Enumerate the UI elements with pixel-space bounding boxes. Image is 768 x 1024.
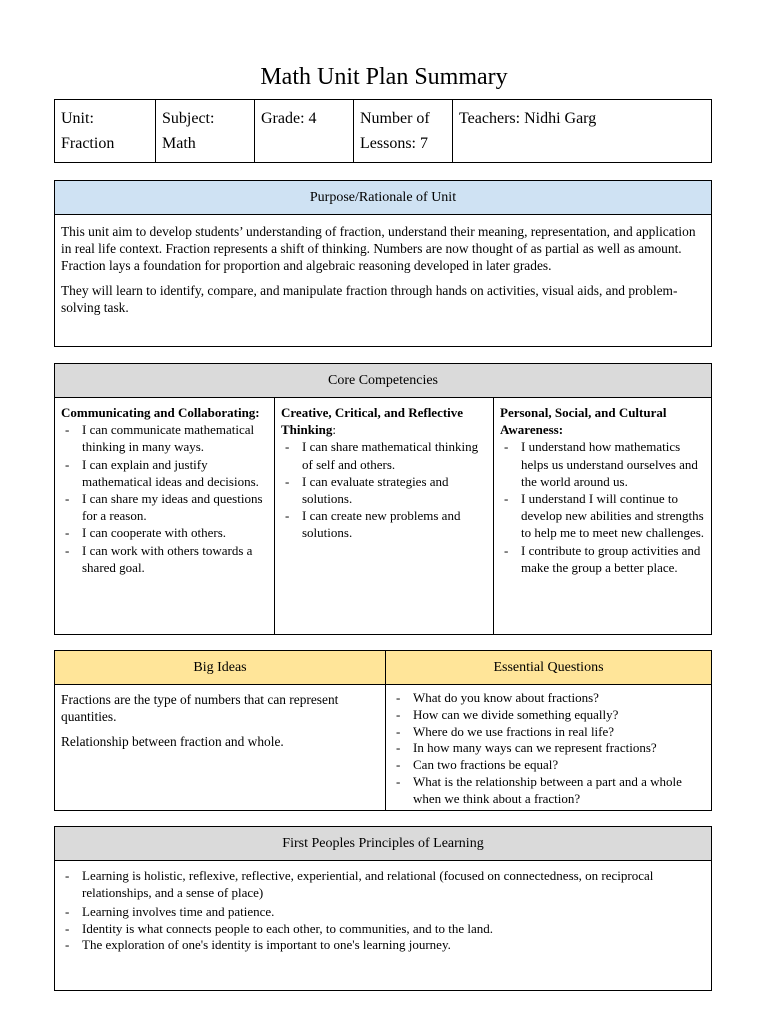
competency-list — [281, 438, 487, 541]
lessons-cell: Number of Lessons: 7 — [354, 100, 453, 163]
subject-cell: Subject: Math — [156, 100, 255, 163]
core-heading: Core Competencies — [55, 364, 711, 398]
list-item: - I can communicate mathematical thinking in many ways. — [61, 421, 268, 455]
list-item: - What do you know about fractions? — [392, 690, 705, 707]
list-item: - Identity is what connects people to each other, to communities, and to the land. — [61, 921, 705, 938]
competency-list — [61, 421, 268, 576]
essential-list — [392, 690, 705, 808]
grade-cell: Grade: 4 — [255, 100, 354, 163]
big-idea-paragraph: Fractions are the type of numbers that can represent quantities. — [61, 692, 339, 724]
list-item: - I can cooperate with others. — [61, 524, 268, 541]
purpose-paragraph: This unit aim to develop students’ understanding of fraction, understand their meaning, representation, and application in real life context. Fraction represents a shift of thinking. Numbers are now thought of as partial as well as amount. Fraction lays a foundation for proportion and algebraic reasoning developed in later grades. — [61, 224, 696, 273]
essential-questions-column — [385, 651, 711, 810]
list-item: - Can two fractions be equal? — [392, 757, 705, 774]
list-item: - I can create new problems and solutions. — [281, 507, 487, 541]
competency-column — [55, 398, 274, 635]
big-ideas-column — [55, 651, 385, 810]
list-item: - The exploration of one's identity is important to one's learning journey. — [61, 937, 705, 954]
purpose-section — [54, 180, 712, 347]
list-item: - I can share my ideas and questions for a reason. — [61, 490, 268, 524]
big-idea-paragraph: Relationship between fraction and whole. — [61, 734, 284, 749]
list-item: - I can explain and justify mathematical ideas and decisions. — [61, 456, 268, 490]
list-item: - Learning is holistic, reflexive, reflective, experiential, and relational (focused on connectedness, on reciprocal relationships, and a sense of place) — [61, 868, 705, 901]
competency-title: Communicating and Collaborating: — [61, 405, 260, 420]
list-item: - What is the relationship between a part and a whole when we think about a fraction? — [392, 774, 705, 808]
list-item: - I understand how mathematics helps us understand ourselves and the world around us. — [500, 438, 705, 490]
purpose-paragraph: They will learn to identify, compare, and manipulate fraction through hands on activities, visual aids, and problem-solving task. — [61, 283, 678, 315]
list-item: - In how many ways can we represent fractions? — [392, 740, 705, 757]
list-item: - I understand I will continue to develop new abilities and strengths to help me to meet new challenges. — [500, 490, 705, 542]
teachers-cell: Teachers: Nidhi Garg — [453, 100, 712, 163]
competency-column — [493, 398, 711, 635]
list-item: - Where do we use fractions in real life? — [392, 724, 705, 741]
list-item: - I can work with others towards a shared goal. — [61, 542, 268, 576]
competency-title: Personal, Social, and Cultural Awareness: — [500, 405, 667, 438]
purpose-heading: Purpose/Rationale of Unit — [55, 181, 711, 215]
fppl-section — [54, 826, 712, 991]
core-competencies-section — [54, 363, 712, 635]
list-item: - Learning involves time and patience. — [61, 904, 705, 921]
list-item: - I can share mathematical thinking of self and others. — [281, 438, 487, 472]
list-item: - How can we divide something equally? — [392, 707, 705, 724]
big-ideas-heading: Big Ideas — [55, 651, 385, 685]
fppl-heading: First Peoples Principles of Learning — [55, 827, 711, 861]
essential-heading: Essential Questions — [386, 651, 711, 685]
unit-header-table — [54, 99, 712, 163]
fppl-list — [61, 868, 705, 954]
unit-cell: Unit: Fraction — [55, 100, 156, 163]
competency-title: Creative, Critical, and Reflective Thinking — [281, 405, 464, 438]
competency-column: Creative, Critical, and Reflective Thinking: - I can share mathematical thinking of self and others. - I can evaluate strategies and solutions. - I can create new problems and solutions. — [274, 398, 493, 635]
ideas-questions-section — [54, 650, 712, 811]
list-item: - I contribute to group activities and make the group a better place. — [500, 542, 705, 576]
page-title: Math Unit Plan Summary — [260, 64, 508, 90]
list-item: - I can evaluate strategies and solutions. — [281, 473, 487, 507]
competency-list — [500, 438, 705, 576]
